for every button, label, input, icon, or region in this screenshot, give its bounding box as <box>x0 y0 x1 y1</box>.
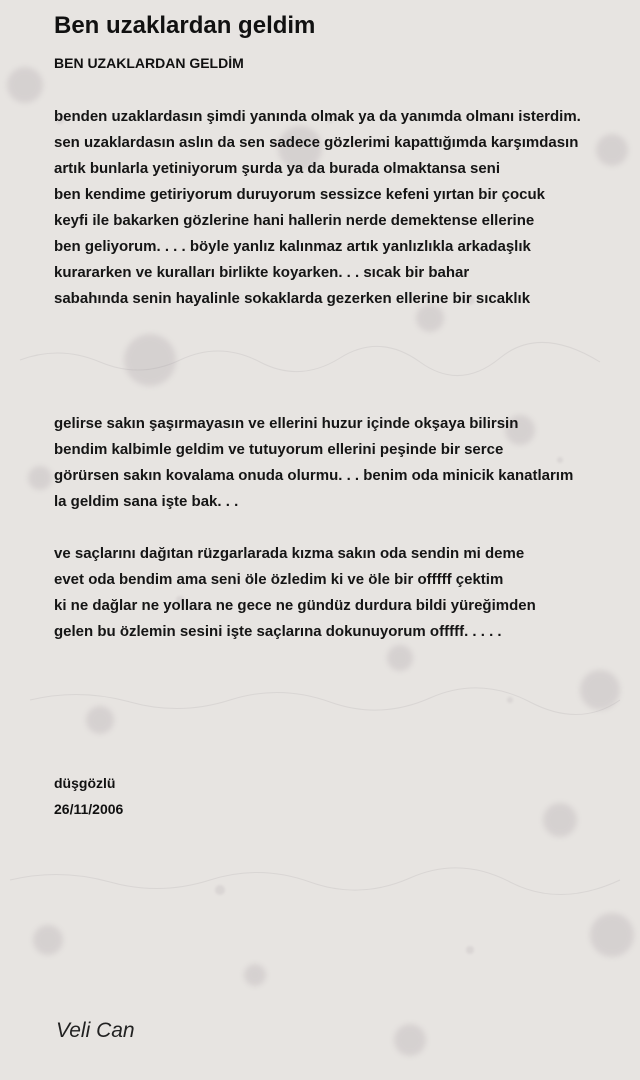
poem-date: 26/11/2006 <box>54 801 124 817</box>
poem-line: gelirse sakın şaşırmayasın ve ellerini huzur içinde okşaya bilirsin <box>54 415 519 432</box>
poem-line: ve saçlarını dağıtan rüzgarlarada kızma sakın oda sendin mi deme <box>54 545 525 562</box>
poem-line: sabahında senin hayalinle sokaklarda gezerken ellerine bir sıcaklık <box>54 290 531 307</box>
poem-line: gelen bu özlemin sesini işte saçlarına dokunuyorum offfff. . . . . <box>54 623 502 640</box>
poem-line: ki ne dağlar ne yollara ne gece ne gündüz durdura bildi yüreğimden <box>54 597 536 614</box>
signature: Veli Can <box>56 1019 135 1042</box>
poem-line: bendim kalbimle geldim ve tutuyorum ellerini peşinde bir serce <box>54 441 504 458</box>
stanza-1 <box>54 104 581 312</box>
stanza-2 <box>54 411 573 515</box>
poem-line: la geldim sana işte bak. . . <box>54 493 239 510</box>
stanza-3 <box>54 541 536 645</box>
poem-line: keyfi ile bakarken gözlerine hani hallerin nerde demektense ellerine <box>54 212 535 229</box>
poem-line: evet oda bendim ama seni öle özledim ki ve öle bir offfff çektim <box>54 571 504 588</box>
poem-line: sen uzaklardasın aslın da sen sadece gözlerimi kapattığımda karşımdasın <box>54 134 579 151</box>
poem-author: düşgözlü <box>54 775 116 791</box>
poem-line: ben geliyorum. . . . böyle yanlız kalınmaz artık yanlızlıkla arkadaşlık <box>54 238 531 255</box>
poem-line: görürsen sakın kovalama onuda olurmu. . . benim oda minicik kanatlarım <box>54 467 574 484</box>
poem-line: kurararken ve kuralları birlikte koyarken. . . sıcak bir bahar <box>54 264 470 281</box>
poem-title: Ben uzaklardan geldim <box>54 12 316 39</box>
poem-line: artık bunlarla yetiniyorum şurda ya da burada olmaktansa seni <box>54 160 500 177</box>
poem-line: ben kendime getiriyorum duruyorum sessizce kefeni yırtan bir çocuk <box>54 186 545 203</box>
poem-subtitle: BEN UZAKLARDAN GELDİM <box>54 55 244 71</box>
poem-line: benden uzaklardasın şimdi yanında olmak ya da yanımda olmanı isterdim. <box>54 108 581 125</box>
